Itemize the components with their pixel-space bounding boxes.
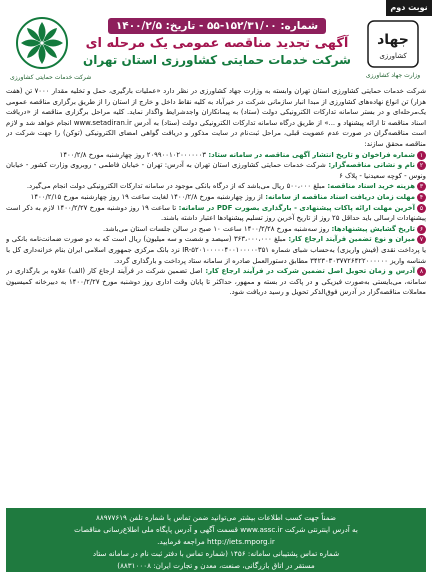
footer-line-1: ضمناً جهت کسب اطلاعات بیشتر می‌توانید ضمن تماس با شماره تلفن ۸۸۹۷۷۶۱۹ bbox=[96, 513, 336, 522]
contact-footer bbox=[6, 508, 426, 572]
item-text: شرکت خدمات حمایتی کشاورزی استان تهران به آدرس: تهران - خیابان فاطمی - روبروی وزارت کشور - خیابان ونوس - کوچه سعیدنیا - پلاک ۶ bbox=[6, 161, 426, 180]
items-list bbox=[6, 150, 426, 298]
item-number: ۴ bbox=[417, 193, 426, 202]
footer-line-4: شماره تماس پشتیبانی سامانه: ۱۴۵۶ (شماره تماس با دفتر ثبت نام در سامانه ستاد bbox=[92, 549, 340, 558]
ministry-logo bbox=[360, 20, 426, 86]
footer-line-2: به آدرس اینترنتی شرکت www.assc.ir قسمت آگهی و آدرس پایگاه ملی اطلاع‌رسانی مناقصات bbox=[74, 525, 358, 534]
item-number: ۳ bbox=[417, 182, 426, 191]
ad-title: آگهی تجدید مناقصه عمومی یک مرحله ای bbox=[85, 36, 349, 51]
item-label: شماره فراخوان و تاریخ انتشار آگهی مناقصه در سامانه ستاد: bbox=[206, 150, 415, 159]
item-label: هزینه خرید اسناد مناقصه: bbox=[324, 182, 415, 191]
item-text: روز سه‌شنبه مورخ ۱۴۰۰/۲/۲۸ ساعت ۱۰ صبح در سالن جلسات استان می‌باشد. bbox=[102, 224, 330, 233]
ad-body bbox=[6, 86, 426, 506]
ministry-emblem-sub: کشاورزی bbox=[379, 52, 407, 60]
ministry-emblem-icon bbox=[367, 20, 419, 68]
footer-line-3: http://iets.mporg.ir مراجعه فرمایید. bbox=[157, 537, 275, 546]
company-name: شرکت خدمات حمایتی کشاورزی استان تهران bbox=[83, 53, 351, 67]
ad-number-date: شماره: ۱۵۲/۳۱/۰۰-۵۵ - تاریخ: ۱۴۰۰/۲/۵ bbox=[108, 18, 326, 34]
footer-line-5: مستقر در اتاق بازرگانی، صنعت، معدن و تجارت ایران: ۸۸۳۱۰۰۰۸) bbox=[117, 561, 315, 570]
ministry-caption: وزارت جهاد کشاورزی bbox=[365, 72, 421, 79]
ad-item bbox=[6, 224, 426, 235]
ad-item bbox=[6, 160, 426, 181]
ad-item bbox=[6, 150, 426, 161]
item-text: مبلغ ۳۶۳،۰۰۰،۰۰۰ (سیصد و شصت و سه میلیون) ریال است که به دو صورت ضمانت‌نامه بانکی و یا پرداخت نقدی (فیش واریزی) به‌حساب شبای شماره IR-۵۲۰۱۰۰۰۰۰۴۰۰۱۰۰۰۰۰۳۵۱ نزد بانک مرکزی جمهوری اسلامی ایران بنام خزانه‌داری کل با شناسه واریز ۳۴۲۳۰۳۰۳۷۷۲۶۴۲۲۰۰۰۰۰۰ مطابق دستورالعمل صادره از سامانه ستاد پرداخت و بارگذاری گردد. bbox=[6, 235, 426, 265]
ministry-emblem-title: جهاد bbox=[377, 32, 409, 48]
item-label: نام و نشانی مناقصه‌گزار: bbox=[325, 161, 415, 170]
company-logo bbox=[10, 16, 92, 86]
item-number: ۲ bbox=[417, 161, 426, 170]
item-label: آدرس و زمان تحویل اصل تضمین شرکت در فرآیند ارجاع کار: bbox=[202, 267, 415, 276]
ad-header bbox=[4, 14, 428, 86]
item-text: مبلغ ۵۰۰،۰۰۰ ریال می‌باشد که از درگاه بانکی موجود در سامانه تدارکات الکترونیکی دولت انجام می‌گیرد. bbox=[26, 182, 325, 191]
item-text: تا ساعت ۱۹ روز دوشنبه مورخ ۱۴۰۰/۲/۲۷ لازم به ذکر است پیشنهادات ارسالی باید حداقل ۲۵ روز از تاریخ آخرین روز تسلیم پیشنهادها اعتبار داشته باشند. bbox=[6, 203, 426, 223]
intro-paragraph: شرکت خدمات حمایتی کشاورزی استان تهران وابسته به وزارت جهاد کشاورزی در نظر دارد «عملیات بارگیری، حمل و تخلیه مقدار ۷۰۰۰ تن (هفت هزار) تن انواع نهاده‌های کشاورزی از مبدا انبار سازمانی شرکت در خیرآباد به کلیه نقاط داخل و خارج از استان را از طریق برگزاری مناقصه عمومی یک‌مرحله‌ای و در بستر سامانه تدارکات الکترونیکی دولت (ستاد) به پیمانکاران واجدشرایط واگذار نماید. کلیه مراحل برگزاری مناقصه از «دریافت اسناد مناقصه تا ارائه پیشنهاد و ...» از طریق درگاه سامانه تدارکات الکترونیکی دولت (ستاد) به آدرس www.setadiran.ir انجام خواهد شد و لازم است مناقصه‌گران در صورت عدم عضویت قبلی، مراحل ثبت‌نام در سایت مذکور و دریافت گواهی امضای الکترونیکی (توکن) را جهت شرکت در مناقصه محقق سازند: bbox=[6, 87, 426, 148]
item-number: ۸ bbox=[417, 267, 426, 276]
company-logo-caption: شرکت خدمات حمایتی کشاورزی bbox=[10, 74, 92, 81]
item-text: اصل تضمین شرکت در فرآیند ارجاع کار (الف) علاوه بر بارگذاری در سامانه، می‌بایستی به‌صورت فیزیکی و در پاکت در بسته و ممهور، حداکثر تا پایان وقت اداری روز دوشنبه مورخ ۱۴۰۰/۲/۲۷ به دبیرخانه کمیسیون معاملات مناقصه‌گزار در آدرس فوق‌الذکر تحویل و رسید دریافت شود. bbox=[6, 267, 426, 297]
second-notice-badge: نوبت دوم bbox=[386, 0, 432, 16]
ad-item bbox=[6, 203, 426, 224]
item-text: ۲۰۹۹۰۰۱۰۲۰۰۰۰۰۰۳ روز چهارشنبه مورخ ۱۴۰۰/۲/۸ bbox=[59, 150, 206, 159]
item-label: تاریخ گشایش پیشنهادها: bbox=[329, 224, 415, 233]
leaf-emblem-icon bbox=[15, 16, 69, 70]
header-titles bbox=[76, 14, 358, 67]
item-number: ۵ bbox=[417, 204, 426, 213]
item-number: ۶ bbox=[417, 225, 426, 234]
item-label: میزان و نوع تضمین فرآیند ارجاع کار: bbox=[285, 235, 415, 244]
ad-item bbox=[6, 192, 426, 203]
item-label: آخرین مهلت ارائه پاکات پیشنهادی - بارگذاری بصورت PDF در سامانه: bbox=[176, 203, 415, 212]
ad-item bbox=[6, 266, 426, 298]
ad-item bbox=[6, 234, 426, 266]
item-text: از روز چهارشنبه مورخ ۱۴۰۰/۲/۸ لغایت ساعت ۱۹ روز چهارشنبه مورخ ۱۴۰۰/۲/۱۵ bbox=[30, 192, 263, 201]
item-label: مهلت زمان دریافت اسناد مناقصه از سامانه: bbox=[262, 192, 415, 201]
ad-item bbox=[6, 181, 426, 192]
item-number: ۱ bbox=[417, 151, 426, 160]
item-number: ۷ bbox=[417, 235, 426, 244]
